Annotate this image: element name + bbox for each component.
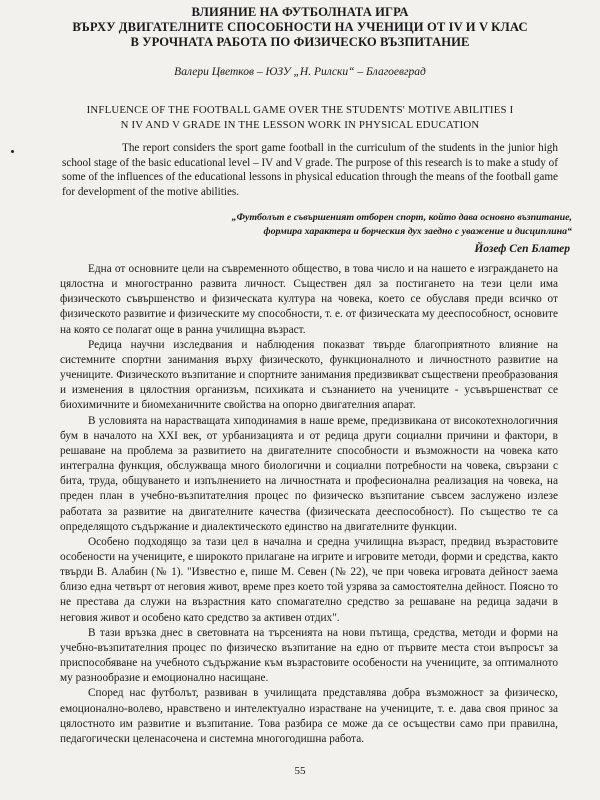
body-paragraph-4: Особено подходящо за тази цел в начална и средна училищна възраст, предвид възрастовите особености на учениците, е широкото прилагане на игрите и игровите методи, форми и средства, както твърди В. Алабин (№ 1). "Известно е, пише М. Севен (№ 22), че при човека игровата дейност заема близо една четвърт от неговия живот, време през което той узрява за самостоятелна дейност. Поясно то не престава да служи на възрастния като спомагателно средство за решаване на редица задачи в неговия живот и особено като средство за активен отдих". [60,535,558,624]
body-paragraph-3: В условията на нарастващата хиподинамия в наше време, предизвикана от високотехнологичния бум в началото на XXI век, от урбанизацията и от редица други социални причини и фактори, в решаване на проблема за развитието на двигателните способности и възможности на човека като интегрална функция, обслужваща много биологични и социални потребности на човека, свързани с бита, труда, общуването и изпълнението на личностната и професионална реализация на човека, на преден план в учебно-възпитателния процес по физическо възпитание съвсем заслужено излезе работата за развитие на двигателните качества (физическата дееспособност). По същество те са определящото съдържание и диалектическото единство на двигателните функции. [60,414,558,533]
epigraph [190,211,572,239]
paper-title-en [60,103,540,133]
title-line-2: ВЪРХУ ДВИГАТЕЛНИТЕ СПОСОБНОСТИ НА УЧЕНИЦИ ОТ IV И V КЛАС [72,20,528,34]
epigraph-line-2: формира характера и борческия дух заедно с уважение и дисциплина“ [263,226,572,237]
title-line-3: В УРОЧНАТА РАБОТА ПО ФИЗИЧЕСКО ВЪЗПИТАНИЕ [130,35,470,49]
epigraph-author: Йозеф Сеп Блатер [474,243,570,255]
title-en-line-2: N IV AND V GRADE IN THE LESSON WORK IN PHYSICAL EDUCATION [120,119,480,131]
title-en-line-1: INFLUENCE OF THE FOOTBALL GAME OVER THE STUDENTS' MOTIVE ABILITIES I [86,104,514,116]
title-line-1: ВЛИЯНИЕ НА ФУТБОЛНАТА ИГРА [191,5,409,19]
epigraph-line-1: „Футболът е съвършеният отборен спорт, който дава основно възпитание, [231,212,572,223]
abstract: The report considers the sport game football in the curriculum of the students in the junior high school stage of the basic educational level – IV and V grade. The purpose of this research is to make a study of some of the influences of the educational lessons in physical education through the means of the football game for development of the motive abilities. [62,142,558,198]
margin-mark [11,150,14,153]
body-paragraph-2: Редица научни изследвания и наблюдения показват твърде благоприятното влияние на системните спортни занимания върху физическото, функционалното и личностното развитие на учениците. Физическото възпитание и спортните занимания предизвикват съществени преобразования и изменения в цялостния организъм, психиката и съзнанието на учениците - усъвършенстват се биохимичните и биомеханичните свойства на опорно двигателния апарат. [60,338,558,412]
body-paragraph-1: Една от основните цели на съвременното общество, в това число и на нашето е изграждането на цялостна и многостранно развита личност. Съществен дял за постигането на тези цели има физическото съвършенство и физическата култура на човека, което се обуславя преди всичко от физическото развитие и физическите му способности, т. е. от физическата му дееспособност, основите на която се полагат още в ранна училищна възраст. [60,263,558,336]
page-number: 55 [294,765,306,777]
body-paragraph-6: Според нас футболът, развиван в училищата представлява добра възможност за физическо, емоционално-волево, нравствено и интелектуално израстване на учениците, т. е. дава своя принос за цялостното им развитие и възпитание. Това разбира се може да се осъществи само при правилна, педагогически целенасочена и системна многогодишна работа. [60,687,558,745]
paper-title-bg [40,5,560,50]
authors: Валери Цветков – ЮЗУ „Н. Рилски“ – Благоевград [174,66,426,78]
body-paragraph-5: В тази връзка днес в световната на търсенията на нови пътища, средства, методи и форми на учебно-възпитателния процес по физическо възпитание на едно от първите места стои въпросът за приспособяване на учебното съдържание към възрастовите особености на учениците, за оптималното му разнообразие и емоционално насищане. [60,626,558,685]
body-text [60,262,558,747]
